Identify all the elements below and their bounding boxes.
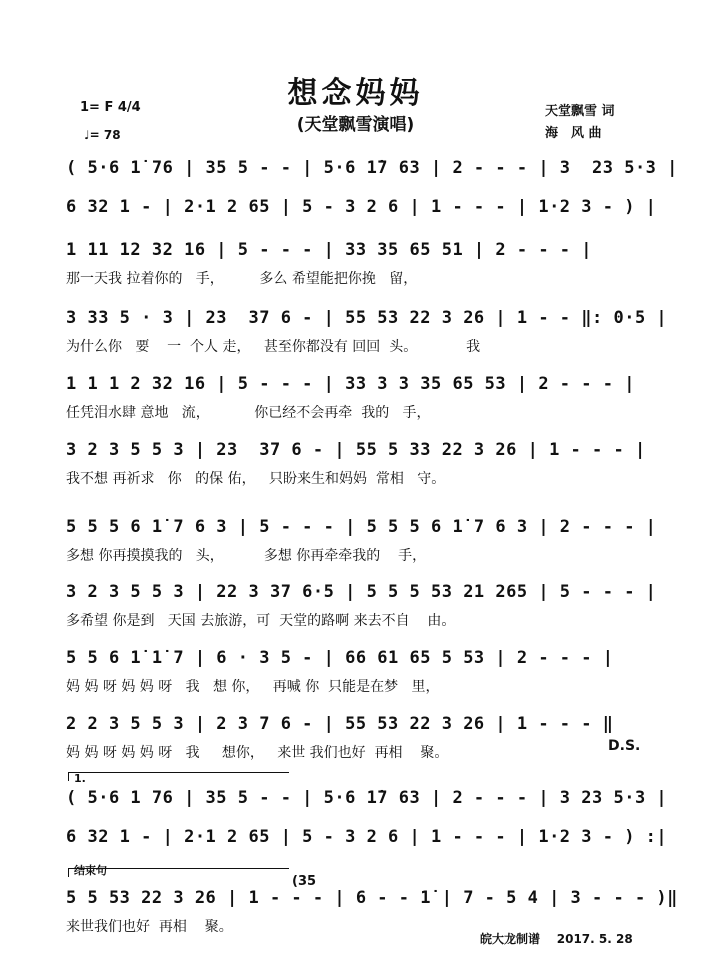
interlude-hint: (35 xyxy=(292,874,317,889)
notation-line: 5 5 5 6 1̇ 7 6 3 | 5 - - - | 5 5 5 6 1̇ 7 6 3 | 2 - - - | xyxy=(66,517,657,537)
notation-line: ( 5·6 1̇ 76 | 35 5 - - | 5·6 1̇7 63 | 2 - - - | 3 23 5·3 | xyxy=(66,158,678,178)
notation-line: 5 5 6 1̇ 1̇ 7 | 6 · 3 5 - | 66 61 65 5 53 | 2 - - - | xyxy=(66,648,614,668)
notation-line: 6 32 1 - | 2·1 2 65 | 5 - 3 2 6 | 1 - - - | 1·2 3 - ) :| xyxy=(66,827,668,847)
notation-line: 3 33 5 · 3 | 23 37 6 - | 55 53 22 3 26 | 1 - - ‖: 0·5 | xyxy=(66,308,668,328)
lyric-line: 来世我们也好 再相 聚。 xyxy=(66,919,233,935)
footer-credit xyxy=(480,930,633,947)
volta-label: 1. xyxy=(74,772,86,785)
key-signature: 1= F 4/4 xyxy=(80,100,141,115)
lyric-line: 多想 你再摸摸我的 头， 多想 你再牵牵我的 手， xyxy=(66,548,427,564)
engraver-name: 皖大龙制谱 xyxy=(480,932,541,946)
ds-mark: D.S. xyxy=(608,738,641,754)
lyric-line: 妈 妈 呀 妈 妈 呀 我 想你， 来世 我们也好 再相 聚。 xyxy=(66,745,449,761)
notation-line: 1 1 1 2 32 16 | 5 - - - | 33 3 3 35 65 53 | 2 - - - | xyxy=(66,374,635,394)
notation-line: 3 2 3 5 5 3 | 22 3 37 6·5 | 5 5 5 53 21 265 | 5 - - - | xyxy=(66,582,657,602)
notation-line: ( 5·6 1 76 | 35 5 - - | 5·6 1̇7 63 | 2 - - - | 3 23 5·3 | xyxy=(66,788,668,808)
lyric-line: 多希望 你是到 天国 去旅游，可 天堂的路啊 来去不自 由。 xyxy=(66,613,456,629)
song-subtitle: (天堂飘雪演唱) xyxy=(296,115,415,135)
song-title: 想念妈妈 xyxy=(287,76,424,111)
notation-line: 1 11 12 32 16 | 5 - - - | 33 35 65 51 | 2 - - - | xyxy=(66,240,593,260)
notation-line: 3 2 3 5 5 3 | 23 37 6 - | 55 5 33 22 3 26 | 1 - - - | xyxy=(66,440,646,460)
lyric-line: 那一天我 拉着你的 手， 多么 希望能把你挽 留， xyxy=(66,271,418,287)
notation-line: 2 2 3 5 5 3 | 2 3 7 6 - | 55 53 22 3 26 | 1 - - - ‖ xyxy=(66,714,614,734)
ending-label: 结束句 xyxy=(74,864,107,877)
lyric-line: 为什么你 要 一 个人 走， 甚至你都没有 回回 头。 我 xyxy=(66,339,481,355)
engraving-date: 2017. 5. 28 xyxy=(556,932,633,946)
lyric-line: 任凭泪水肆 意地 流， 你已经不会再牵 我的 手， xyxy=(66,405,431,421)
lyric-line: 妈 妈 呀 妈 妈 呀 我 想 你， 再喊 你 只能是在梦 里， xyxy=(66,679,440,695)
lyric-line: 我不想 再祈求 你 的保 佑， 只盼来生和妈妈 常相 守。 xyxy=(66,471,446,487)
tempo-marking: ♩= 78 xyxy=(84,128,121,142)
notation-line: 5 5 53 22 3 26 | 1 - - - | 6 - - 1̇ | 7 - 5 4 | 3 - - - )‖ xyxy=(66,888,678,908)
volta-bracket xyxy=(68,772,289,781)
lyricist-credit: 天堂飘雪 词 xyxy=(545,104,615,119)
notation-line: 6 32 1 - | 2·1 2 65 | 5 - 3 2 6 | 1 - - - | 1·2 3 - ) | xyxy=(66,197,657,217)
composer-credit: 海 风 曲 xyxy=(545,126,602,141)
